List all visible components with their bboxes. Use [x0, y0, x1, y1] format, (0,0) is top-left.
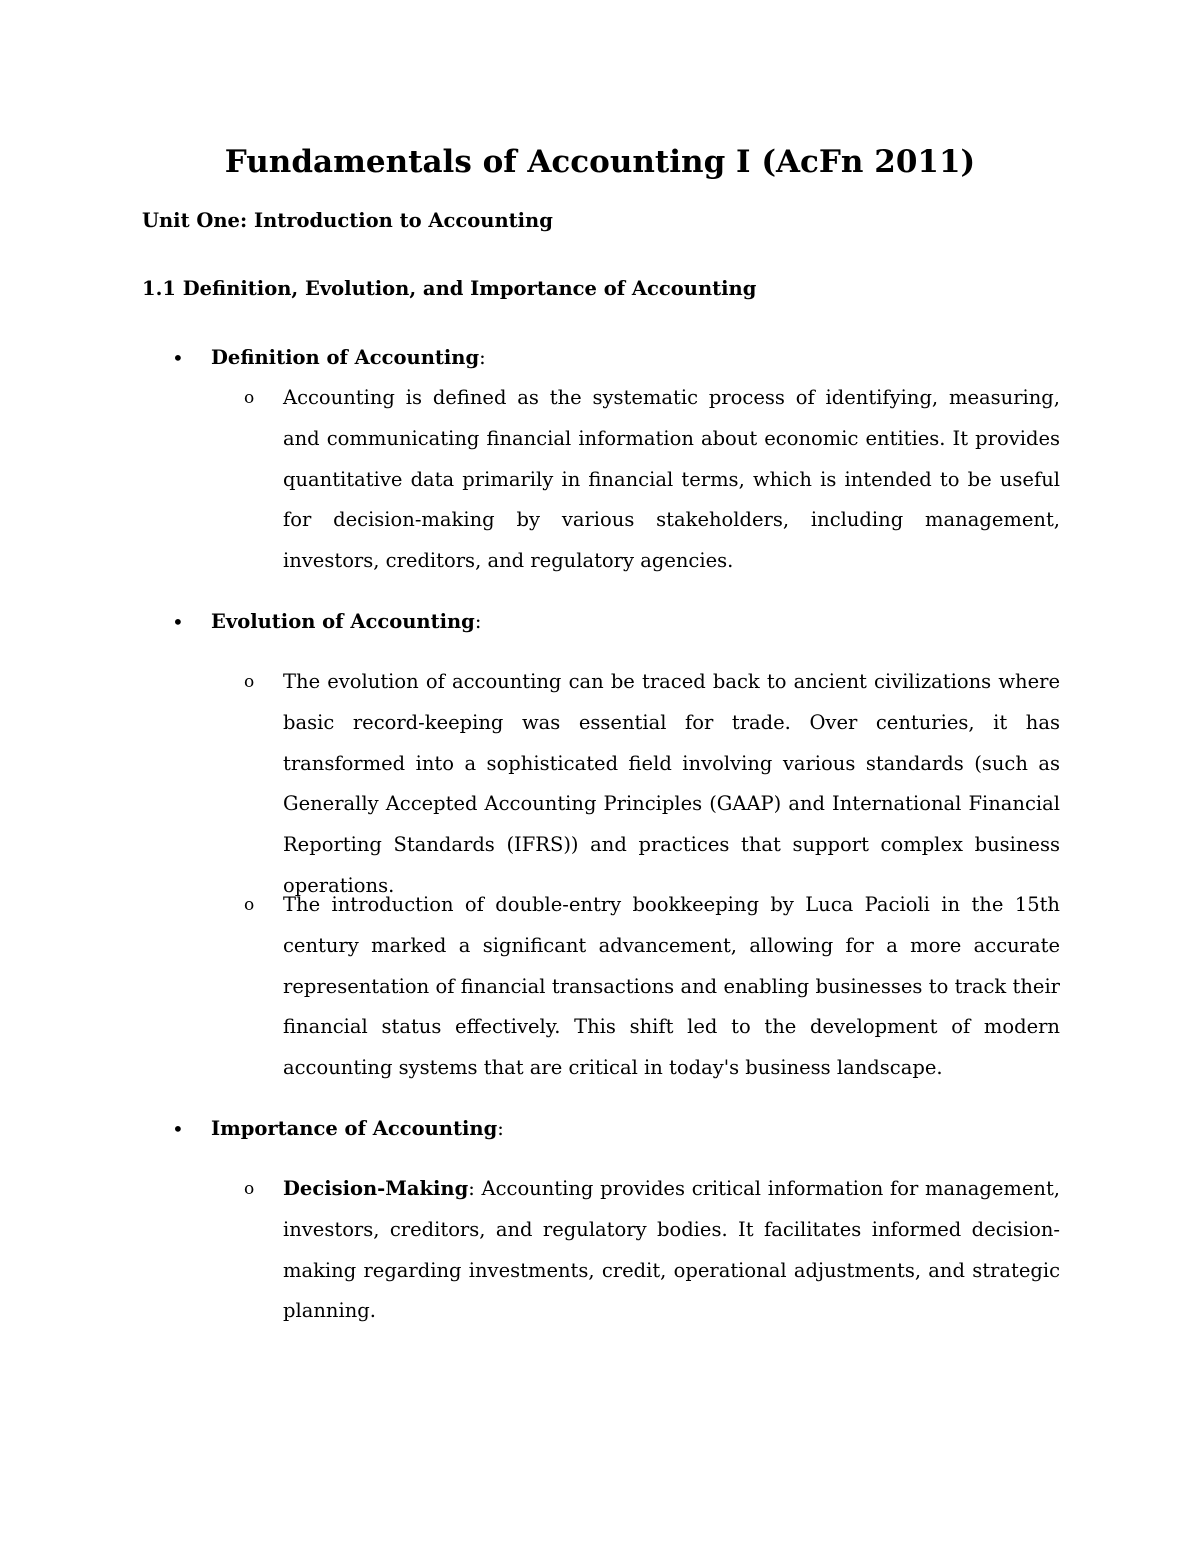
bullet-heading — [211, 344, 486, 372]
list-item-evolution-2 — [244, 885, 1060, 1089]
paragraph-evolution-1: The evolution of accounting can be traced back to ancient civilizations where basic record-keeping was essential for trade. Over centuries, it has transformed into a sophisticated field involving various standards (such as Generally Accepted Accounting Principles (GAAP) and International Financial Reporting Standards (IFRS)) and practices that support complex business operations. — [283, 670, 1060, 897]
bullet-heading-text: Definition of Accounting — [211, 346, 480, 369]
bullet-heading — [211, 1115, 504, 1143]
bullet-heading-text: Evolution of Accounting — [211, 610, 475, 633]
sub-bullet-marker: o — [244, 388, 255, 408]
bullet-heading-text: Importance of Accounting — [211, 1117, 498, 1140]
bullet-heading-colon: : — [479, 346, 486, 369]
sub-bullet-marker: o — [244, 672, 255, 692]
bullet-heading — [211, 608, 481, 636]
bullet-marker: • — [172, 1117, 184, 1141]
section-heading: 1.1 Definition, Evolution, and Importance of Accounting — [142, 277, 757, 300]
paragraph-decision-making — [283, 1169, 1060, 1332]
unit-heading: Unit One: Introduction to Accounting — [142, 209, 553, 232]
list-item-definition — [244, 378, 1060, 582]
bullet-marker: • — [172, 346, 184, 370]
list-item-importance-decision-making — [244, 1169, 1060, 1323]
paragraph-definition: Accounting is defined as the systematic process of identifying, measuring, and communicating financial information about economic entities. It provides quantitative data primarily in financial terms, which is intended to be useful for decision-making by various stakeholders, including management, investors, creditors, and regulatory agencies. — [283, 386, 1060, 573]
decision-making-text: Accounting provides critical information for management, investors, creditors, and regulatory bodies. It facilitates informed decision-making regarding investments, credit, operational adjustments, and strategic planning. — [283, 1177, 1060, 1323]
decision-making-colon: : — [468, 1177, 475, 1200]
bullet-marker: • — [172, 610, 184, 634]
decision-making-lead: Decision-Making — [283, 1177, 469, 1200]
bullet-heading-colon: : — [474, 610, 482, 633]
list-item-evolution-1 — [244, 662, 1060, 897]
document-title: Fundamentals of Accounting I (AcFn 2011) — [224, 144, 976, 180]
sub-bullet-marker: o — [244, 895, 255, 915]
bullet-heading-colon: : — [497, 1117, 504, 1140]
sub-bullet-marker: o — [244, 1179, 255, 1199]
paragraph-evolution-2: The introduction of double-entry bookkeeping by Luca Pacioli in the 15th century marked a significant advancement, allowing for a more accurate representation of financial transactions and enabling businesses to track their financial status effectively. This shift led to the development of modern accounting systems that are critical in today's business landscape. — [283, 893, 1060, 1080]
